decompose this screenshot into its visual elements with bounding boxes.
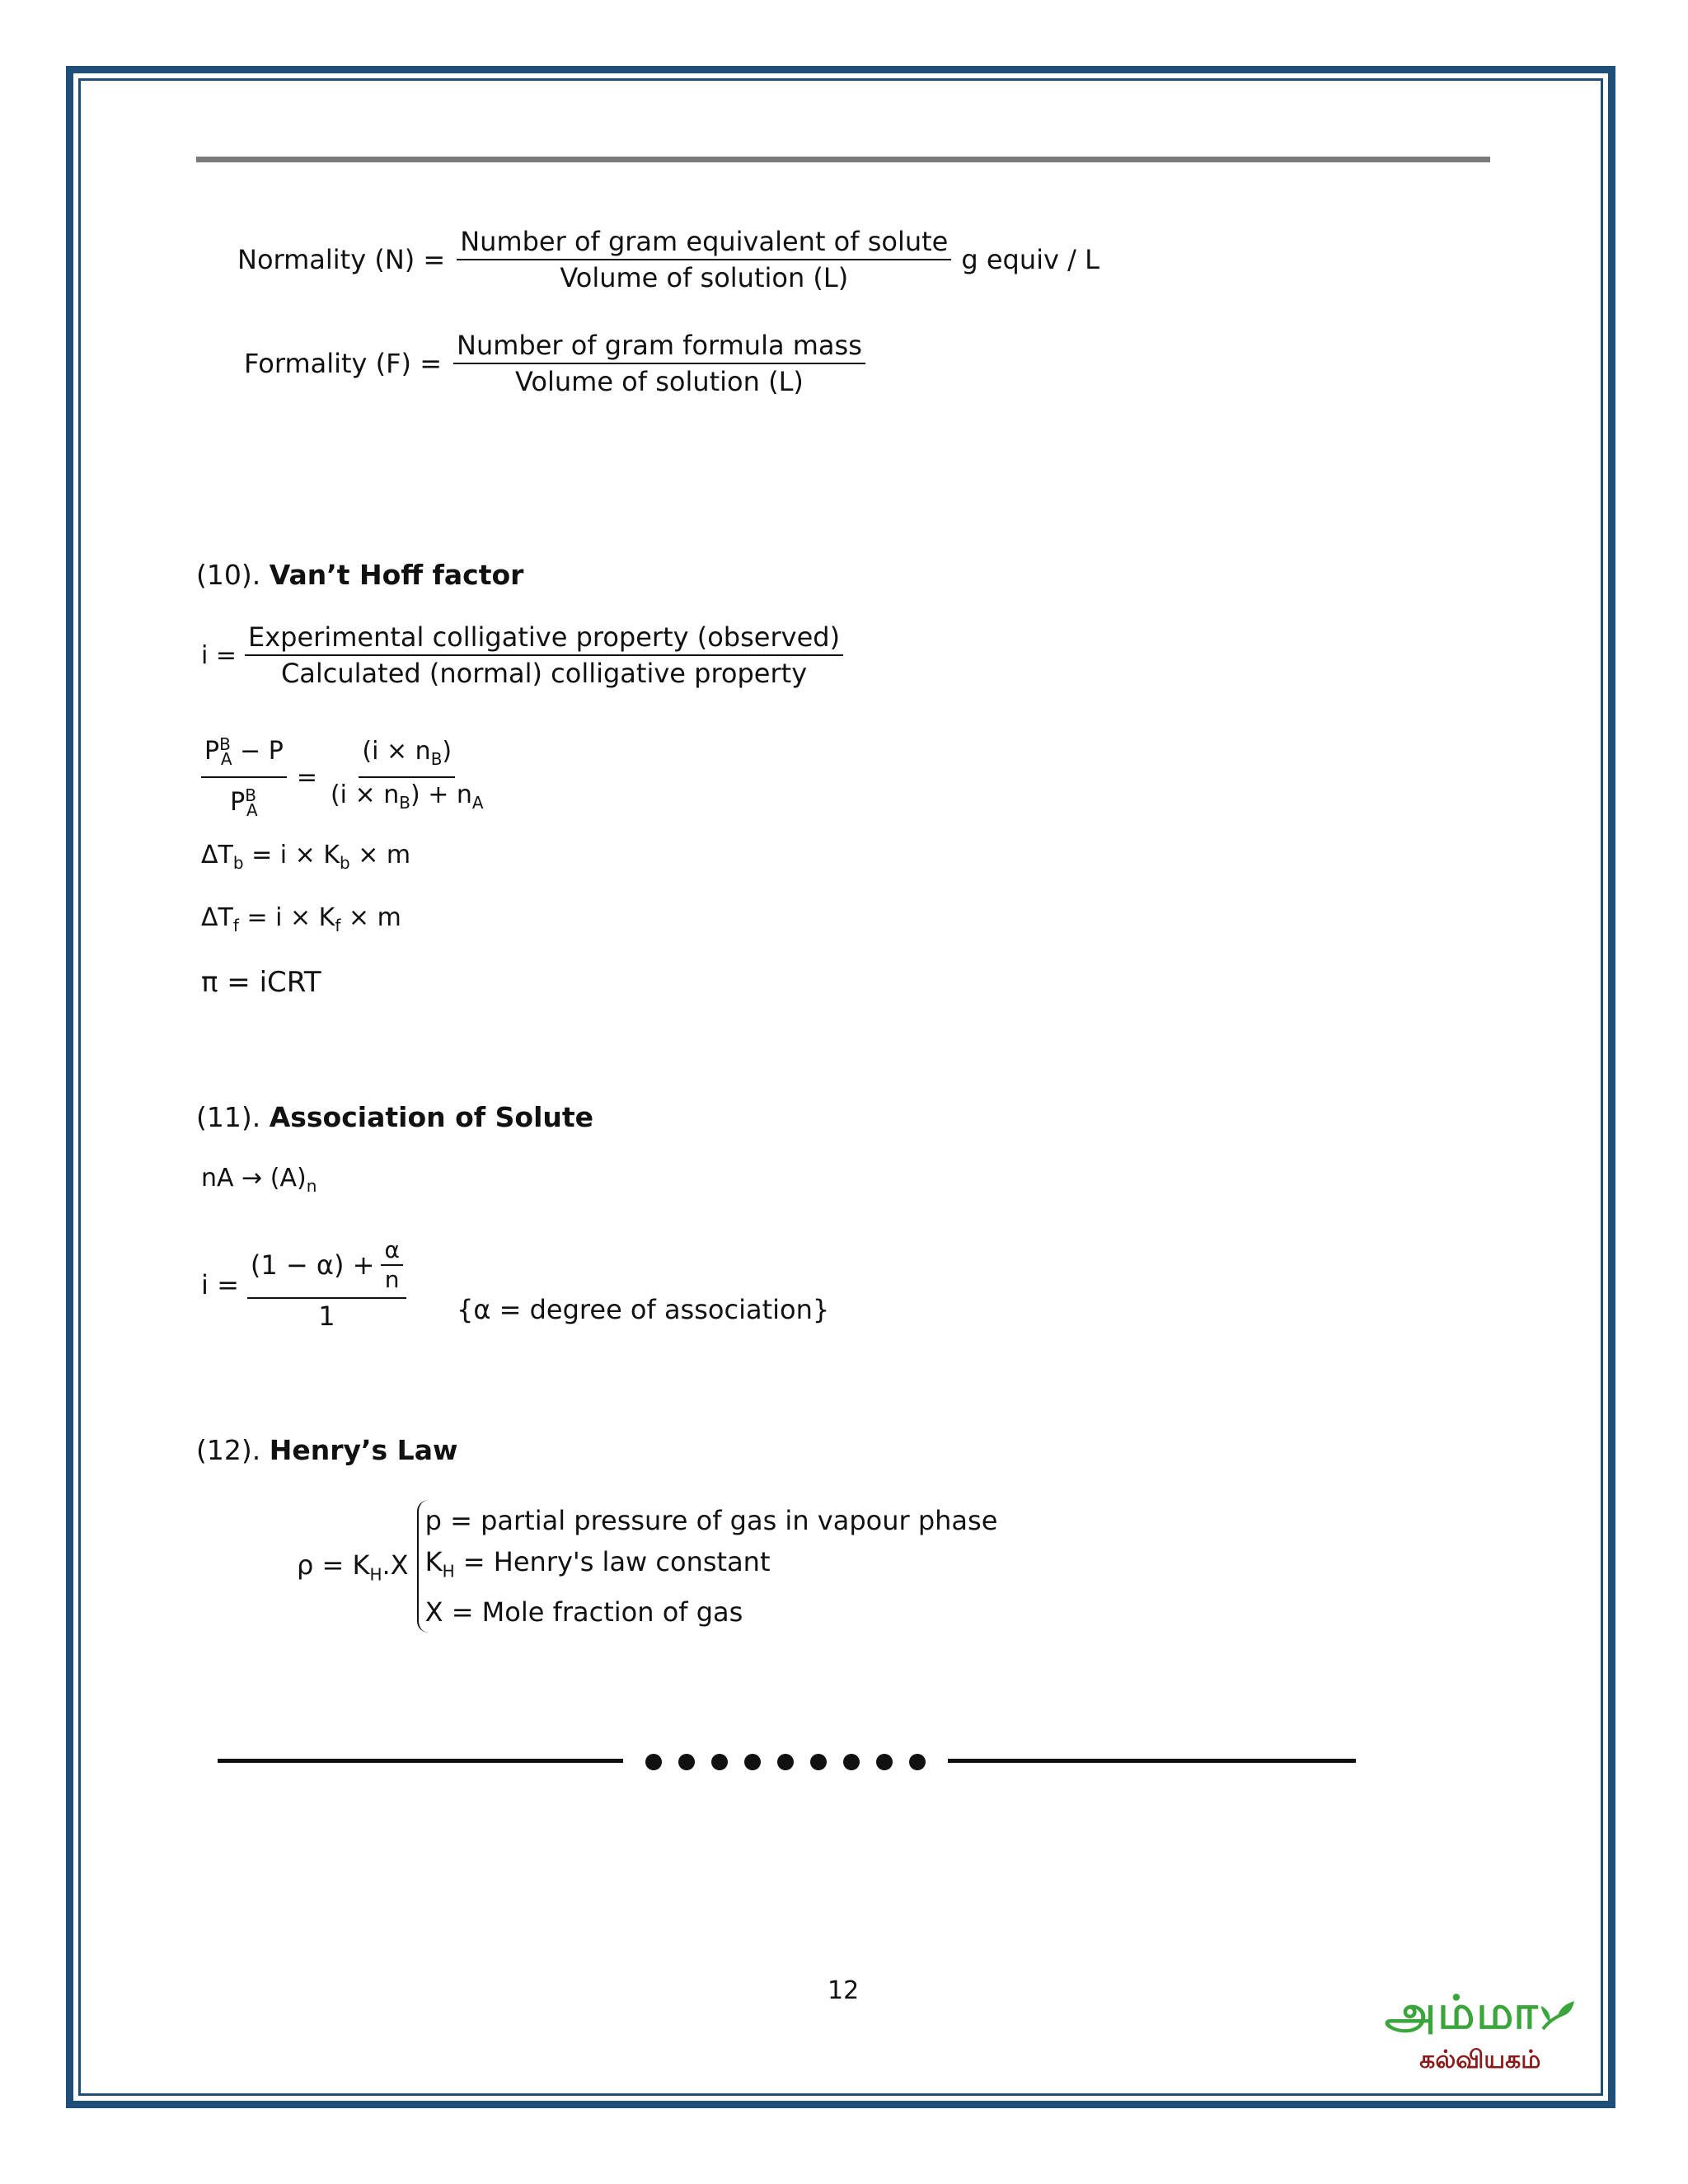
henry-law-def-p: p = partial pressure of gas in vapour phase [424,1505,998,1536]
normality-numerator: Number of gram equivalent of solute [457,224,951,260]
divider-dot [777,1754,794,1770]
section-10-heading [196,559,523,591]
section-12-number: (12). [196,1434,261,1466]
vant-hoff-i-numerator: Experimental colligative property (observed) [245,620,843,656]
osmotic-pressure-formula: π = iCRT [201,966,321,999]
relative-lowering-lhs-den: $P^B_A$ [230,785,258,820]
logo-top-text: அம்மா [1385,1986,1540,2040]
divider-line-right [948,1759,1356,1763]
normality-unit: g equiv / L [961,244,1100,275]
formality-fraction [453,328,865,399]
relative-lowering-formula [201,727,487,827]
section-10-number: (10). [196,559,261,591]
formality-formula [244,328,865,399]
normality-formula [237,224,1100,295]
association-reaction: nA → $(A)_n$ [201,1164,317,1196]
leaf-icon [1540,1999,1576,2032]
association-i-denominator: 1 [318,1301,335,1332]
formality-label: Formality (F) = [244,348,443,379]
divider-dot [843,1754,860,1770]
divider-dot [876,1754,893,1770]
vant-hoff-i-lhs: i = [201,640,237,670]
relative-lowering-lhs [201,727,287,827]
brand-logo [1385,1986,1576,2078]
section-10-title: Van’t Hoff factor [269,559,524,591]
divider-dot [744,1754,761,1770]
top-rule [196,157,1490,162]
section-11-number: (11). [196,1101,261,1133]
vant-hoff-i-denominator: Calculated (normal) colligative property [280,658,808,689]
formality-denominator: Volume of solution (L) [514,366,804,397]
divider-dot [711,1754,728,1770]
boiling-elevation-formula: $\Delta T_b = i \times K_b \times m$ [201,841,411,873]
association-i-lhs: i = [201,1269,239,1301]
logo-top-row [1385,1986,1576,2046]
normality-label: Normality (N) = [237,244,446,275]
section-12-title: Henry’s Law [269,1434,458,1466]
henry-law-def-kh: $K_H$ = Henry's law constant [424,1546,771,1582]
alpha-over-n: $\frac{\alpha}{n}$ [381,1236,402,1294]
relative-lowering-rhs-num: $(i \times n_B)$ [359,734,455,778]
relative-lowering-lhs-num: $P^B_A - P$ [201,727,287,778]
association-i-numerator: (1 − α) + $\frac{\alpha}{n}$ [247,1236,406,1299]
divider-dot [678,1754,695,1770]
vant-hoff-i-fraction [245,620,843,691]
normality-denominator: Volume of solution (L) [560,262,849,293]
divider-dot [645,1754,662,1770]
divider-dot [909,1754,926,1770]
section-12-heading [196,1434,457,1466]
normality-fraction [457,224,951,295]
association-note: {α = degree of association} [457,1294,830,1325]
freezing-depression-formula: $\Delta T_f = i \times K_f \times m$ [201,903,401,935]
henry-law-definitions [417,1500,998,1633]
relative-lowering-rhs [327,734,487,820]
formality-numerator: Number of gram formula mass [453,328,865,364]
section-11-title: Association of Solute [269,1101,594,1133]
divider-line-left [218,1759,623,1763]
henry-law-formula [297,1500,997,1633]
section-11-heading [196,1101,593,1133]
divider-dot [810,1754,827,1770]
page-number: 12 [828,1976,860,2005]
relative-lowering-equals: = [296,762,317,792]
association-i-fraction [247,1236,406,1333]
logo-bottom-text: கல்வியகம் [1419,2046,1541,2074]
relative-lowering-rhs-den: $(i \times n_B) + n_A$ [330,780,484,813]
henry-law-lhs: $\rho = K_H.X$ [297,1549,409,1584]
association-i-formula [201,1236,406,1333]
vant-hoff-i-formula [201,620,843,691]
henry-law-def-x: X = Mole fraction of gas [424,1596,743,1629]
